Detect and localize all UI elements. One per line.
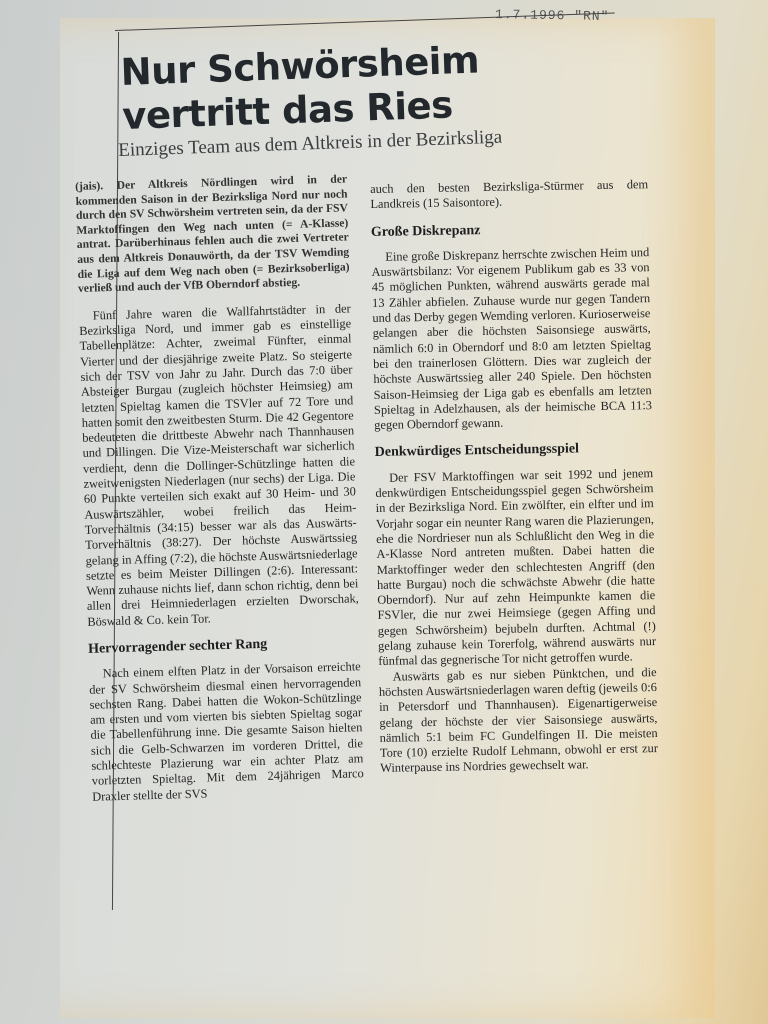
article-column-2 xyxy=(370,177,658,776)
body-paragraph: Auswärts gab es nur sieben Pünktchen, und die höchsten Auswärtsniederlagen waren deftig (jeweils 0:6 in Petersdorf und Thannhausen). Eigenartigerweise gelang der höchste der vier Saisonsiege auswärts, nämlich 5:1 beim FC Gundelfingen II. Die meisten Tore (10) erzielte Rudolf Lehmann, obwohl er erst zur Winterpause ins Nordries gewechselt war. xyxy=(378,664,659,776)
section-heading: Denkwürdiges Entscheidungsspiel xyxy=(374,441,580,461)
body-paragraph: Der FSV Marktoffingen war seit 1992 und jenem denkwürdigen Entscheidungsspiel gegen Schwörsheim in der Bezirksliga Nord. Ein zwölfter, ein elfter und im Vorjahr sogar ein neunter Rang waren die Plazierungen, ehe die Nordrieser nun als Schlußlicht den Weg in die A-Klasse Nord antreten mußten. Dabei hatten die Marktoffinger weder den schlechtesten Angriff (den hatte Burgau) noch die schwächste Abwehr (die hatte Oberndorf). Nur auf zehn Heimpunkte kamen die FSVler, die nur zwei Heimsiege (gegen Affing und gegen Schwörsheim) bejubeln durften. Achtmal (!) gelang zuhause kein Torerfolg, während auswärts nur fünfmal das gegnerische Tor nicht getroffen wurde. xyxy=(375,465,657,669)
article-column-1 xyxy=(75,172,364,804)
lead-paragraph: (jais). Der Altkreis Nördlingen wird in der kommenden Saison in der Bezirksliga Nord nur noch durch den SV Schwörsheim vertreten sein, da der FSV Marktoffingen den Weg nach unten (= A-Klasse) antrat. Darüberhinaus fehlen auch die zwei Vertreter aus dem Altkreis Donauwörth, da der TSV Wemding die Liga auf dem Weg nach oben (= Bezirksoberliga) verließ und auch der VfB Oberndorf abstieg. xyxy=(75,172,350,296)
body-paragraph: Fünf Jahre waren die Wallfahrtstädter in der Bezirksliga Nord, und immer gab es einstellige Tabellenplätze: Achter, zweimal Fünfter, einmal Vierter und der diesjährige zweite Platz. So steigerte sich der TSV von Jahr zu Jahr. Durch das 7:0 über Absteiger Burgau (zugleich höchster Heimsieg) am letzten Spieltag kamen die TSVler auf 72 Tore und hatten somit den zweitbesten Sturm. Die 42 Gegentore bedeuteten die drittbeste Abwehr nach Thannhausen und Dillingen. Die Vize-Meisterschaft war sicherlich verdient, denn die Dollinger-Schützlinge hatten die zweitwenigsten Niederlagen (nur sechs) der Liga. Die 60 Punkte verteilen sich exakt auf 30 Heim- und 30 Auswärtszähler, wobei freilich das Heim-Torverhältnis (34:15) besser war als das Auswärts-Torverhältnis (38:27). Der höchste Auswärtssieg gelang in Affing (7:2), die höchste Auswärtsniederlage setzte es beim Meister Dillingen (2:6). Interessant: Wenn zuhause nichts lief, dann schon richtig, denn bei allen drei Heimniederlagen erzielten Dworschak, Böswald & Co. kein Tor. xyxy=(79,301,359,629)
body-paragraph: auch den besten Bezirksliga-Stürmer aus dem Landkreis (15 Saisontore). xyxy=(370,177,649,212)
body-paragraph: Nach einem elften Platz in der Vorsaison erreichte der SV Schwörsheim diesmal einen hervorragenden sechsten Rang. Dabei hatten die Wokon-Schützlinge am ersten und vom vierten bis siebten Spieltag sogar die Tabellenführung inne. Die gesamte Saison hielten sich die Gelb-Schwarzen im vorderen Drittel, die schlechteste Plazierung war ein achter Platz am vorletzten Spieltag. Mit dem 24jährigen Marco Draxler stellte der SVS xyxy=(89,659,364,804)
body-paragraph: Eine große Diskrepanz herrschte zwischen Heim und Auswärtsbilanz: Vor eigenem Publikum gab es 33 von 45 möglichen Punkten, während auswärts gerade mal 13 Zähler abfielen. Zuhause wurde nur gegen Tandern und das Derby gegen Wemding verloren. Kurioserweise gelangen aber die höchsten Saisonsiege auswärts, nämlich 6:0 in Oberndorf und 8:0 am letzten Spieltag bei den trainerlosen Glöttern. Dies war zugleich der höchste Auswärtssieg aller 240 Spiele. Den höchsten Saison-Heimsieg der Liga gab es ebenfalls am letzten Spieltag in Adelzhausen, als der heimische BCA 11:3 gegen Oberndorf gewann. xyxy=(371,245,653,433)
article-subhead: Einziges Team aus dem Altkreis in der Bezirksliga xyxy=(118,126,503,161)
article-headline: Nur Schwörsheim vertritt das Ries xyxy=(120,38,480,138)
date-annotation: 1.7.1996 "RN" xyxy=(494,7,610,24)
section-heading: Hervorragender sechter Rang xyxy=(87,636,268,657)
section-heading: Große Diskrepanz xyxy=(370,222,481,240)
